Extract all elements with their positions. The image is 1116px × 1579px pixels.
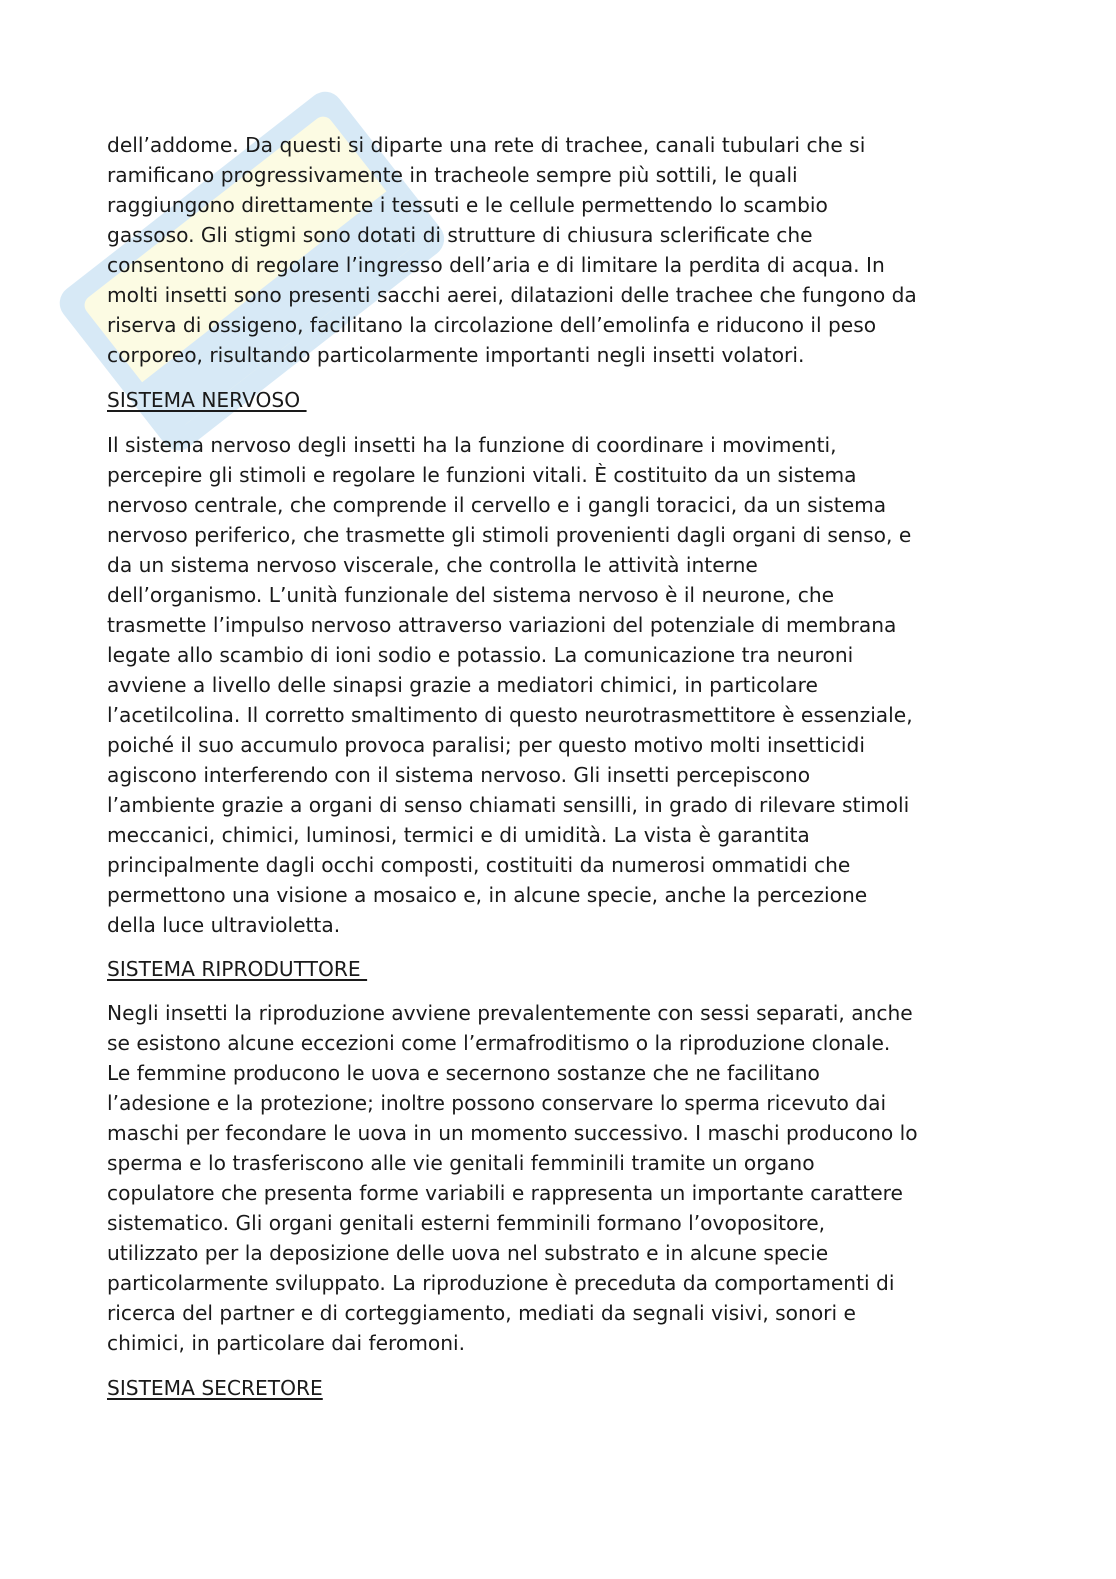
text-line: ramificano progressivamente in tracheole sempre più sottili, le quali bbox=[107, 163, 798, 187]
text-line: copulatore che presenta forme variabili e rappresenta un importante carattere bbox=[107, 1181, 903, 1205]
text-line: nervoso centrale, che comprende il cervello e i gangli toracici, da un sistema bbox=[107, 493, 887, 517]
text-line: consentono di regolare l’ingresso dell’aria e di limitare la perdita di acqua. In bbox=[107, 253, 885, 277]
text-line: percepire gli stimoli e regolare le funzioni vitali. È costituito da un sistema bbox=[107, 463, 857, 487]
text-line: riserva di ossigeno, facilitano la circolazione dell’emolinfa e riducono il peso bbox=[107, 313, 877, 337]
text-line: meccanici, chimici, luminosi, termici e di umidità. La vista è garantita bbox=[107, 823, 810, 847]
text-line: maschi per fecondare le uova in un momento successivo. I maschi producono lo bbox=[107, 1121, 918, 1145]
text-line: permettono una visione a mosaico e, in alcune specie, anche la percezione bbox=[107, 883, 868, 907]
text-line: Il sistema nervoso degli insetti ha la funzione di coordinare i movimenti, bbox=[107, 433, 837, 457]
text-line: trasmette l’impulso nervoso attraverso variazioni del potenziale di membrana bbox=[107, 613, 897, 637]
text-line: nervoso periferico, che trasmette gli stimoli provenienti dagli organi di senso, e bbox=[107, 523, 912, 547]
text-line: poiché il suo accumulo provoca paralisi; per questo motivo molti insetticidi bbox=[107, 733, 865, 757]
text-line: Negli insetti la riproduzione avviene prevalentemente con sessi separati, anche bbox=[107, 1001, 913, 1025]
text-line: molti insetti sono presenti sacchi aerei, dilatazioni delle trachee che fungono da bbox=[107, 283, 917, 307]
text-line: da un sistema nervoso viscerale, che controlla le attività interne bbox=[107, 553, 758, 577]
heading-text: SISTEMA NERVOSO bbox=[107, 388, 307, 412]
text-line: ricerca del partner e di corteggiamento, mediati da segnali visivi, sonori e bbox=[107, 1301, 856, 1325]
text-line: sistematico. Gli organi genitali esterni femminili formano l’ovopositore, bbox=[107, 1211, 826, 1235]
text-line: chimici, in particolare dai feromoni. bbox=[107, 1331, 466, 1355]
heading-text: SISTEMA SECRETORE bbox=[107, 1376, 323, 1400]
text-line: particolarmente sviluppato. La riproduzione è preceduta da comportamenti di bbox=[107, 1271, 895, 1295]
text-line: della luce ultravioletta. bbox=[107, 913, 341, 937]
text-line: utilizzato per la deposizione delle uova nel substrato e in alcune specie bbox=[107, 1241, 829, 1265]
text-line: dell’addome. Da questi si diparte una rete di trachee, canali tubulari che si bbox=[107, 133, 866, 157]
text-line: se esistono alcune eccezioni come l’ermafroditismo o la riproduzione clonale. bbox=[107, 1031, 891, 1055]
text-line: agiscono interferendo con il sistema nervoso. Gli insetti percepiscono bbox=[107, 763, 811, 787]
text-line: l’acetilcolina. Il corretto smaltimento di questo neurotrasmettitore è essenziale, bbox=[107, 703, 913, 727]
text-line: l’ambiente grazie a organi di senso chiamati sensilli, in grado di rilevare stimoli bbox=[107, 793, 910, 817]
section-heading-secretory bbox=[107, 1373, 323, 1403]
text-line: principalmente dagli occhi composti, costituiti da numerosi ommatidi che bbox=[107, 853, 851, 877]
text-line: corporeo, risultando particolarmente importanti negli insetti volatori. bbox=[107, 343, 805, 367]
text-line: l’adesione e la protezione; inoltre possono conservare lo sperma ricevuto dai bbox=[107, 1091, 887, 1115]
paragraph-nervous bbox=[107, 430, 913, 940]
section-heading-nervous bbox=[107, 385, 307, 415]
text-line: raggiungono direttamente i tessuti e le cellule permettendo lo scambio bbox=[107, 193, 828, 217]
text-line: Le femmine producono le uova e secernono sostanze che ne facilitano bbox=[107, 1061, 820, 1085]
text-line: legate allo scambio di ioni sodio e potassio. La comunicazione tra neuroni bbox=[107, 643, 854, 667]
paragraph-reproductive bbox=[107, 998, 918, 1358]
text-line: gassoso. Gli stigmi sono dotati di strutture di chiusura sclerificate che bbox=[107, 223, 813, 247]
heading-text: SISTEMA RIPRODUTTORE bbox=[107, 957, 368, 981]
text-line: dell’organismo. L’unità funzionale del sistema nervoso è il neurone, che bbox=[107, 583, 835, 607]
section-heading-reproductive bbox=[107, 954, 367, 984]
paragraph-respiratory bbox=[107, 130, 917, 370]
text-line: sperma e lo trasferiscono alle vie genitali femminili tramite un organo bbox=[107, 1151, 815, 1175]
text-line: avviene a livello delle sinapsi grazie a mediatori chimici, in particolare bbox=[107, 673, 818, 697]
